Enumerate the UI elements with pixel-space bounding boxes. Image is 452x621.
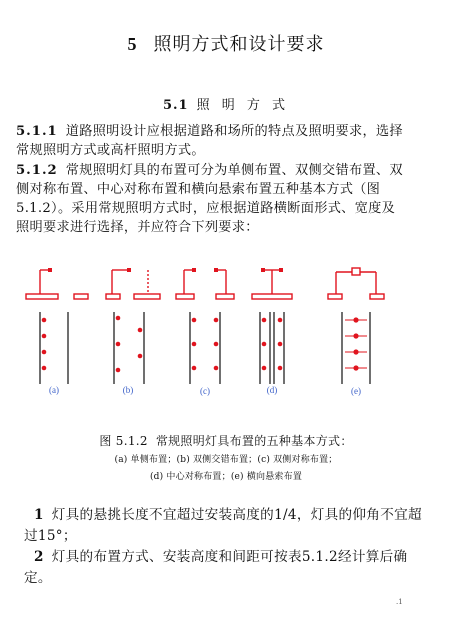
luminaire-dot [262,318,267,323]
luminaire-dot [42,318,47,323]
chapter-title-text: 照明方式和设计要求 [153,34,325,55]
luminaire-dot [262,342,267,347]
clause-text: 道路照明设计应根据道路和场所的特点及照明要求，选择常规照明方式或高杆照明方式。 [16,124,403,158]
panel-a-single-side [26,268,88,384]
luminaire-head [192,268,196,272]
item-text: 灯具的布置方式、安装高度和间距可按表5.1.2经计算后确定。 [24,549,408,586]
luminaire-layout-figure [18,256,418,406]
figure-number: 图 5.1.2 [99,434,148,448]
panel-label-e: (e) [351,386,361,396]
panel-d-central [252,268,292,384]
panel-e-catenary [328,268,384,384]
panel-label-c: (c) [200,386,210,396]
section-number: 5.1 [162,98,189,113]
luminaire-dot [138,328,143,333]
luminaire-dot [278,366,283,371]
luminaire-dot [214,366,219,371]
clause-number: 5.1.2 [16,163,58,178]
luminaire-dot [278,318,283,323]
catenary-luminaires [353,317,358,370]
luminaire-dot [42,334,47,339]
requirement-item-2 [24,547,428,589]
pole-base [370,294,384,299]
luminaire-dot [42,350,47,355]
median-base [252,294,292,299]
chapter-title [0,30,452,56]
clause-5-1-1 [16,122,406,160]
luminaire-dot [192,342,197,347]
luminaire-dot [138,354,143,359]
luminaire-head [352,268,360,275]
luminaire-dot [116,368,121,373]
pole-base [106,294,120,299]
figure-caption [0,432,452,449]
pole-base [216,294,234,299]
section-title-text: 照 明 方 式 [196,98,290,113]
panel-label-b: (b) [122,385,134,395]
figure-subcaption-line-1: (a) 单侧布置；(b) 双侧交错布置；(c) 双侧对称布置； [114,455,338,465]
panel-label-a: (a) [49,385,59,395]
luminaire-dot [42,366,47,371]
luminaire-head [279,268,283,272]
panel-c-symmetric [176,268,234,384]
luminaire-head [48,268,52,272]
item-text: 灯具的悬挑长度不宜超过安装高度的1/4，灯具的仰角不宜超过15°； [24,507,422,544]
pole-base [134,294,160,299]
figure-caption-text: 常规照明灯具布置的五种基本方式： [155,434,353,448]
panel-b-staggered [106,268,160,384]
section-title [0,94,452,113]
chapter-number: 5 [127,34,138,54]
luminaire-dot [214,318,219,323]
clause-5-1-2 [16,161,406,237]
figure-subcaption-line-2: (d) 中心对称布置；(e) 横向悬索布置 [149,472,303,482]
pole-base [328,294,342,299]
item-number: 2 [34,549,44,565]
luminaire-head [261,268,265,272]
pole-base [176,294,194,299]
luminaire-dot [262,366,267,371]
pole-base [74,294,88,299]
panel-label-d: (d) [266,385,278,395]
pole-base [26,294,58,299]
luminaire-dot [116,316,121,321]
clause-number: 5.1.1 [16,124,58,139]
item-number: 1 [34,507,44,523]
requirement-item-1 [24,505,428,547]
page-mark: .1 [396,598,403,606]
luminaire-dot [192,318,197,323]
luminaire-dot [278,342,283,347]
luminaire-head [214,268,218,272]
clause-text: 常规照明灯具的布置可分为单侧布置、双侧交错布置、双侧对称布置、中心对称布置和横向悬索布置五种基本方式（图5.1.2）。采用常规照明方式时，应根据道路横断面形式、宽度及照明要求进行选择，并应符合下列要求： [16,163,403,235]
luminaire-dot [214,342,219,347]
catenary-spans [345,320,367,368]
luminaire-head [127,268,131,272]
luminaire-dot [116,342,121,347]
luminaire-dot [192,366,197,371]
